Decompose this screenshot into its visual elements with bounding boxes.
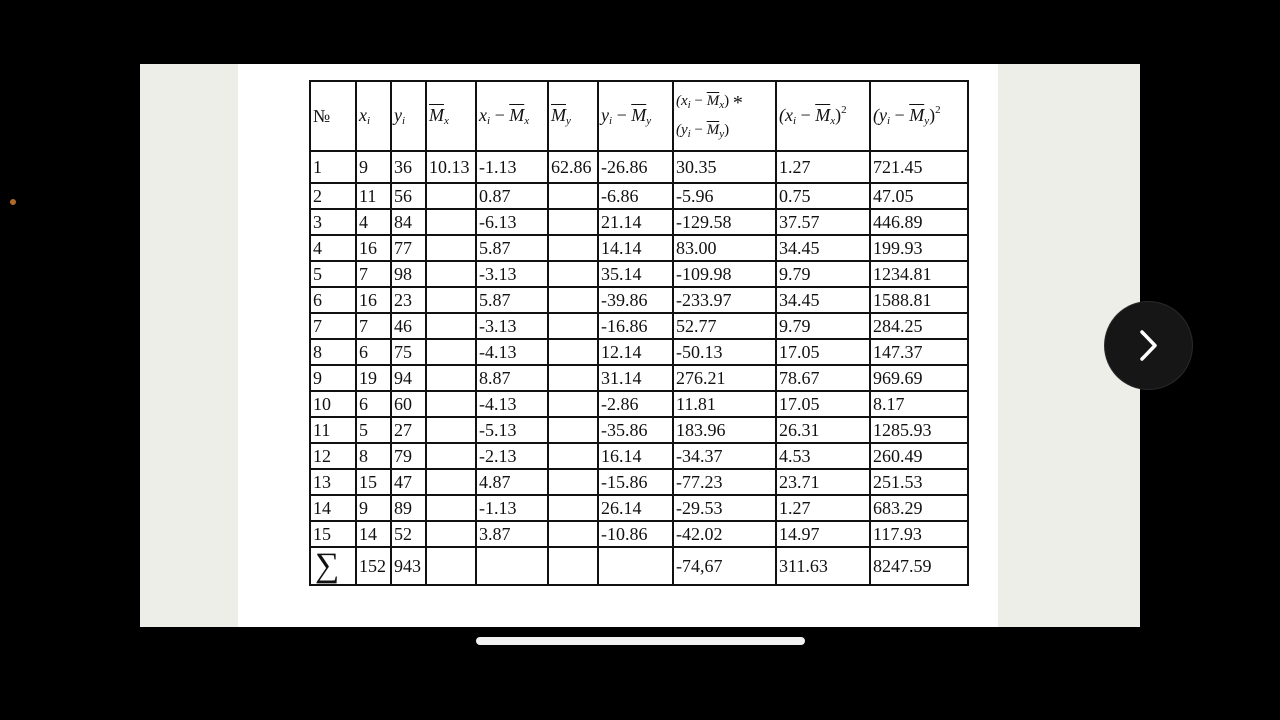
- cell-x-deviation: -1.13: [476, 495, 548, 521]
- cell-mean-y: [548, 365, 598, 391]
- cell-row-number: 12: [310, 443, 356, 469]
- cell-mean-y: [548, 417, 598, 443]
- cell-x-deviation: 3.87: [476, 521, 548, 547]
- cell-x-deviation-squared: 1.27: [776, 151, 870, 183]
- table-row: [310, 495, 968, 521]
- cell-y-deviation-squared: 1285.93: [870, 417, 968, 443]
- cell-mean-y: [548, 521, 598, 547]
- cell-deviation-product: 83.00: [673, 235, 776, 261]
- cell-mean-x: [426, 235, 476, 261]
- cell-mean-x: [426, 391, 476, 417]
- cell-y-deviation-squared: 721.45: [870, 151, 968, 183]
- sum-mean-y-empty: [548, 547, 598, 585]
- cell-deviation-product: 52.77: [673, 313, 776, 339]
- home-indicator[interactable]: [476, 637, 805, 645]
- cell-mean-y: [548, 391, 598, 417]
- cell-mean-x: [426, 313, 476, 339]
- cell-mean-x: [426, 261, 476, 287]
- cell-y-value: 89: [391, 495, 426, 521]
- cell-mean-x: [426, 339, 476, 365]
- cell-x-deviation: -3.13: [476, 261, 548, 287]
- cell-x-value: 16: [356, 287, 391, 313]
- table-row: [310, 469, 968, 495]
- cell-x-deviation: -3.13: [476, 313, 548, 339]
- cell-mean-y: [548, 235, 598, 261]
- cell-x-value: 14: [356, 521, 391, 547]
- cell-y-deviation: -15.86: [598, 469, 673, 495]
- col-header-mean-x: $\overline{M}_x$: [426, 81, 476, 151]
- cell-mean-x: [426, 417, 476, 443]
- col-header-x-deviation-squared: $(x_i - \overline{M}_x)^2$: [776, 81, 870, 151]
- cell-y-value: 27: [391, 417, 426, 443]
- cell-y-value: 47: [391, 469, 426, 495]
- table-row: [310, 443, 968, 469]
- cell-x-value: 8: [356, 443, 391, 469]
- cell-mean-x: [426, 443, 476, 469]
- cell-y-deviation-squared: 284.25: [870, 313, 968, 339]
- cell-y-deviation: 16.14: [598, 443, 673, 469]
- table-row: [310, 417, 968, 443]
- cell-x-value: 7: [356, 261, 391, 287]
- cell-x-value: 16: [356, 235, 391, 261]
- cell-deviation-product: -77.23: [673, 469, 776, 495]
- cell-mean-x: [426, 469, 476, 495]
- cell-y-deviation: 14.14: [598, 235, 673, 261]
- cell-y-deviation-squared: 1588.81: [870, 287, 968, 313]
- cell-y-value: 52: [391, 521, 426, 547]
- cell-x-deviation-squared: 23.71: [776, 469, 870, 495]
- cell-x-deviation: 5.87: [476, 235, 548, 261]
- cell-row-number: 6: [310, 287, 356, 313]
- col-header-xi: $x_i$: [356, 81, 391, 151]
- cell-deviation-product: -29.53: [673, 495, 776, 521]
- sum-x-deviation-squared: 311.63: [776, 547, 870, 585]
- cell-x-value: 5: [356, 417, 391, 443]
- table-row: [310, 151, 968, 183]
- cell-mean-y: [548, 209, 598, 235]
- cell-y-deviation-squared: 199.93: [870, 235, 968, 261]
- cell-x-value: 19: [356, 365, 391, 391]
- cell-y-deviation: 31.14: [598, 365, 673, 391]
- sum-mean-x-empty: [426, 547, 476, 585]
- cell-mean-y: [548, 495, 598, 521]
- cell-y-deviation: -2.86: [598, 391, 673, 417]
- cell-mean-x: [426, 209, 476, 235]
- cell-x-deviation-squared: 9.79: [776, 313, 870, 339]
- cell-x-deviation: -6.13: [476, 209, 548, 235]
- cell-x-deviation: -5.13: [476, 417, 548, 443]
- cell-x-value: 9: [356, 151, 391, 183]
- cell-x-deviation-squared: 34.45: [776, 235, 870, 261]
- cell-x-value: 15: [356, 469, 391, 495]
- cell-x-deviation: 8.87: [476, 365, 548, 391]
- cell-mean-x: 10.13: [426, 151, 476, 183]
- cell-y-value: 79: [391, 443, 426, 469]
- table-row: [310, 183, 968, 209]
- cell-y-deviation-squared: 147.37: [870, 339, 968, 365]
- cell-x-deviation-squared: 34.45: [776, 287, 870, 313]
- cell-x-deviation: -4.13: [476, 339, 548, 365]
- cell-mean-x: [426, 495, 476, 521]
- table-row: [310, 287, 968, 313]
- header-row: [310, 81, 968, 151]
- cell-row-number: 9: [310, 365, 356, 391]
- cell-row-number: 3: [310, 209, 356, 235]
- cell-x-deviation-squared: 37.57: [776, 209, 870, 235]
- cell-x-deviation-squared: 4.53: [776, 443, 870, 469]
- cell-x-value: 6: [356, 391, 391, 417]
- table-row: [310, 391, 968, 417]
- cell-mean-y: 62.86: [548, 151, 598, 183]
- cell-x-deviation: -2.13: [476, 443, 548, 469]
- cell-y-deviation: 26.14: [598, 495, 673, 521]
- cell-x-deviation-squared: 1.27: [776, 495, 870, 521]
- cell-y-value: 94: [391, 365, 426, 391]
- cell-mean-x: [426, 183, 476, 209]
- cell-y-value: 98: [391, 261, 426, 287]
- cell-deviation-product: -5.96: [673, 183, 776, 209]
- table-row: [310, 365, 968, 391]
- cell-x-deviation: -1.13: [476, 151, 548, 183]
- cell-deviation-product: 30.35: [673, 151, 776, 183]
- sum-deviation-product: -74,67: [673, 547, 776, 585]
- cell-mean-y: [548, 313, 598, 339]
- cell-row-number: 15: [310, 521, 356, 547]
- next-slide-button[interactable]: [1105, 302, 1192, 389]
- cell-deviation-product: 276.21: [673, 365, 776, 391]
- cell-y-value: 46: [391, 313, 426, 339]
- cell-y-deviation-squared: 117.93: [870, 521, 968, 547]
- cell-y-value: 84: [391, 209, 426, 235]
- cell-row-number: 2: [310, 183, 356, 209]
- cell-x-deviation: 0.87: [476, 183, 548, 209]
- sum-x: 152: [356, 547, 391, 585]
- cell-deviation-product: -109.98: [673, 261, 776, 287]
- cell-y-deviation: 12.14: [598, 339, 673, 365]
- cell-mean-x: [426, 365, 476, 391]
- cell-x-value: 6: [356, 339, 391, 365]
- cell-deviation-product: -129.58: [673, 209, 776, 235]
- sum-x-deviation-empty: [476, 547, 548, 585]
- col-header-yi: $y_i$: [391, 81, 426, 151]
- cell-x-deviation: 4.87: [476, 469, 548, 495]
- cell-y-deviation: 35.14: [598, 261, 673, 287]
- cell-x-deviation-squared: 9.79: [776, 261, 870, 287]
- col-header-y-deviation-squared: $(y_i - \overline{M}_y)^2$: [870, 81, 968, 151]
- cell-deviation-product: -34.37: [673, 443, 776, 469]
- cell-mean-y: [548, 183, 598, 209]
- cell-y-value: 36: [391, 151, 426, 183]
- cell-y-deviation-squared: 1234.81: [870, 261, 968, 287]
- cell-row-number: 10: [310, 391, 356, 417]
- cell-y-deviation: -35.86: [598, 417, 673, 443]
- cell-y-deviation-squared: 446.89: [870, 209, 968, 235]
- table-row: [310, 339, 968, 365]
- col-header-number: №: [310, 81, 356, 151]
- cell-row-number: 7: [310, 313, 356, 339]
- chevron-right-icon: [1135, 329, 1162, 362]
- sum-y-deviation-empty: [598, 547, 673, 585]
- cell-y-value: 60: [391, 391, 426, 417]
- cell-y-deviation-squared: 260.49: [870, 443, 968, 469]
- col-header-x-deviation: $x_i - \overline{M}_x$: [476, 81, 548, 151]
- cell-x-deviation-squared: 78.67: [776, 365, 870, 391]
- cell-x-deviation-squared: 17.05: [776, 391, 870, 417]
- cell-mean-x: [426, 287, 476, 313]
- cell-y-deviation-squared: 8.17: [870, 391, 968, 417]
- col-header-deviation-product: $(x_i - \overline{M}_x)$ * $(y_i - \overline{M}_y)$: [673, 81, 776, 151]
- cell-deviation-product: 11.81: [673, 391, 776, 417]
- table-row: [310, 261, 968, 287]
- cell-x-deviation-squared: 14.97: [776, 521, 870, 547]
- cell-x-deviation-squared: 17.05: [776, 339, 870, 365]
- cell-y-deviation: -6.86: [598, 183, 673, 209]
- cell-y-deviation: -10.86: [598, 521, 673, 547]
- sum-symbol: ∑: [310, 547, 356, 585]
- cell-x-value: 9: [356, 495, 391, 521]
- col-header-y-deviation: $y_i - \overline{M}_y$: [598, 81, 673, 151]
- cell-row-number: 1: [310, 151, 356, 183]
- cell-mean-y: [548, 261, 598, 287]
- table-body: [310, 151, 968, 547]
- cell-y-value: 75: [391, 339, 426, 365]
- cell-mean-x: [426, 521, 476, 547]
- cell-x-value: 7: [356, 313, 391, 339]
- cell-deviation-product: -233.97: [673, 287, 776, 313]
- cell-x-deviation-squared: 0.75: [776, 183, 870, 209]
- cell-x-value: 11: [356, 183, 391, 209]
- cell-deviation-product: -42.02: [673, 521, 776, 547]
- data-table: [309, 80, 969, 586]
- cell-x-value: 4: [356, 209, 391, 235]
- cell-row-number: 4: [310, 235, 356, 261]
- cell-y-deviation: -26.86: [598, 151, 673, 183]
- cell-x-deviation: -4.13: [476, 391, 548, 417]
- cell-mean-y: [548, 339, 598, 365]
- table-row: [310, 521, 968, 547]
- cell-y-deviation: -39.86: [598, 287, 673, 313]
- cell-row-number: 8: [310, 339, 356, 365]
- cell-mean-y: [548, 469, 598, 495]
- cell-y-value: 77: [391, 235, 426, 261]
- col-header-mean-y: $\overline{M}_y$: [548, 81, 598, 151]
- cell-y-deviation: 21.14: [598, 209, 673, 235]
- cell-mean-y: [548, 443, 598, 469]
- cell-deviation-product: -50.13: [673, 339, 776, 365]
- cell-x-deviation: 5.87: [476, 287, 548, 313]
- cell-y-value: 56: [391, 183, 426, 209]
- cell-row-number: 11: [310, 417, 356, 443]
- cell-x-deviation-squared: 26.31: [776, 417, 870, 443]
- cell-y-value: 23: [391, 287, 426, 313]
- table-row: [310, 209, 968, 235]
- sum-y: 943: [391, 547, 426, 585]
- cell-y-deviation-squared: 969.69: [870, 365, 968, 391]
- cell-y-deviation-squared: 683.29: [870, 495, 968, 521]
- totals-row: [310, 547, 968, 585]
- cell-mean-y: [548, 287, 598, 313]
- sum-y-deviation-squared: 8247.59: [870, 547, 968, 585]
- cell-row-number: 5: [310, 261, 356, 287]
- table-row: [310, 235, 968, 261]
- cell-row-number: 14: [310, 495, 356, 521]
- indicator-dot: [10, 199, 16, 205]
- cell-y-deviation-squared: 47.05: [870, 183, 968, 209]
- table-row: [310, 313, 968, 339]
- cell-deviation-product: 183.96: [673, 417, 776, 443]
- cell-y-deviation-squared: 251.53: [870, 469, 968, 495]
- cell-y-deviation: -16.86: [598, 313, 673, 339]
- cell-row-number: 13: [310, 469, 356, 495]
